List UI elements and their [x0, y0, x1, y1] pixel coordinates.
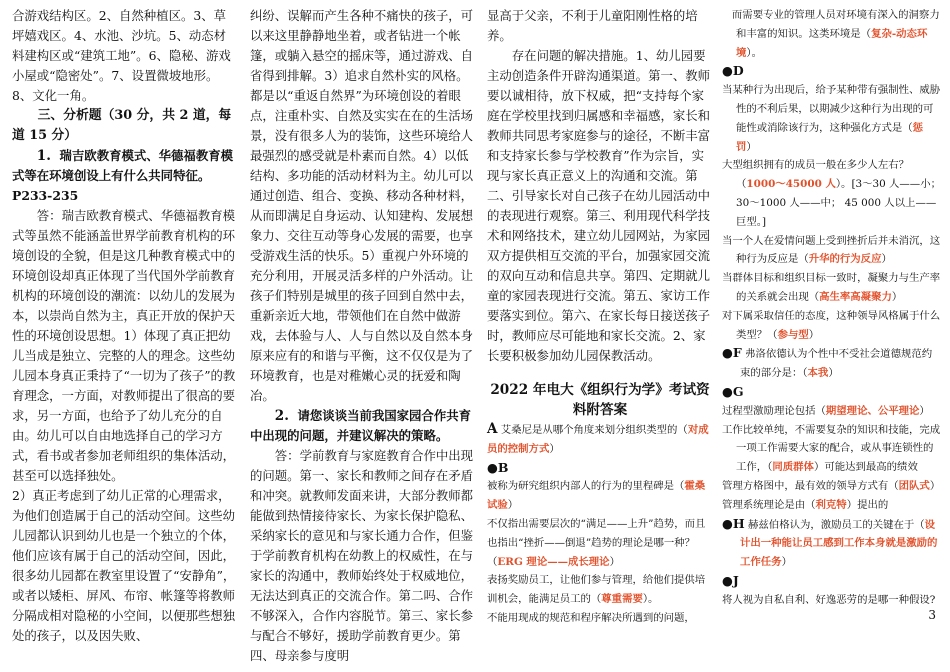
question-g1-text: 过程型激励理论包括（: [722, 404, 826, 417]
question-d5-answer: 参与型: [777, 328, 809, 341]
answer-2-paragraph: 答：学前教育与家庭教育合作中出现的问题。第一、家长和教师之间存在矛盾和冲突。就教师发面来讲，大部分教师都能做到热情接待家长、为家长保护隐私、采纳家长的意见和与家长通力合作，但鉴于学前教育机构在幼教上的权威性，在与家长的沟通中，教师始终处于权威地位，无法达到真正的交流合作。第二吗、合作不够深入，合作内容脱节。第三、家长参与配合不够好，援助学前教育更少。第四、母亲参与度明: [250, 448, 474, 663]
question-b4-continued: 而需要专业的管理人员对环境有深入的洞察力和丰富的知识。这类环境是（复杂-动态环境）。: [731, 9, 940, 59]
question-2-title: 请您谈谈当前我国家园合作共育中出现的问题，并建议解决的策略。: [250, 408, 471, 443]
question-2: [250, 406, 476, 446]
answer-1-paragraph-1: 答：瑞吉欧教育模式、华德福教育模式等虽然不能涵盖世界学前教育机构的环境创设的全貌，但是这几种教育模式中的环境创设却真正体现了当代国外学前教育机构的环境创设的潮流：以幼儿的发展为本，以崇尚自然为主，真正开放的保护天性的环境创设思想。1）体现了真正把幼儿当成是独立、完整的人的理念。这些幼儿园本身真正秉持了“一切为了孩子”的教育理念，一方面，对教师提出了很高的要求，另一方面，也给予了幼儿充分的自由。幼儿可以自由地选择自己的学习方式，看书或者参加老师组织的集体活动，甚至可以选择独处。: [12, 208, 236, 483]
letter-b: ●B: [487, 459, 509, 475]
question-d2-text: 大型组织拥有的成员一般在多少人左右？（: [722, 159, 910, 191]
question-g2-answer: 同质群体: [772, 461, 814, 474]
question-d2-answer: 1000～45000 人: [746, 178, 836, 191]
question-f1: ●F 弗洛依德认为个性中不受社会道德规范约束的部分是：（本我）: [722, 345, 933, 380]
question-h1-text: 赫兹伯格认为，激励员工的关键在于（: [748, 518, 925, 531]
question-d1-text: 当某种行为出现后，给予某种带有强制性、威胁性的不利后果，以期减少这种行为出现的可能性或消除该行为，这种强化方式是（: [722, 84, 941, 134]
answer-2-continued: 显高于父亲，不利于儿童阳刚性格的培养。: [487, 8, 698, 43]
question-g4-text: 管理系统理论是由（: [722, 498, 816, 511]
question-b4: 不能用现成的规范和程序解决所遇到的问题，: [487, 611, 695, 624]
question-j1: 将人视为自私自利、好逸恶劳的是哪一种假设?: [722, 593, 936, 606]
question-b1-text: 被称为研究组织内部人的行为的里程碑是（: [487, 480, 685, 493]
question-d4: 当群体目标和组织目标一致时，凝聚力与生产率的关系就会出现（高生率高凝聚力）: [722, 272, 941, 303]
column-2: [250, 6, 476, 666]
letter-d: ●D: [722, 63, 744, 79]
question-g2: [722, 421, 942, 477]
question-b3-text: 表扬奖励员工，让他们参与管理，给他们提供培训机会，能满足员工的（: [487, 574, 706, 606]
question-d3-answer: 升华的行为反应: [808, 253, 882, 266]
letter-g: ●G: [722, 383, 744, 399]
question-d2-note: ）。[3～30 人——小； 30～1000 人——中； 45 000 人以上——巨型。]: [736, 178, 941, 228]
exam-title: 2022 年电大《组织行为学》考试资料附答案: [490, 382, 710, 418]
question-b2-answer: ERG 理论——成长理论: [497, 555, 610, 568]
column-1: [12, 6, 237, 646]
question-d1-answer: 惩罚: [736, 121, 924, 153]
question-g2-tail: ）可能达到最高的绩效: [813, 461, 918, 474]
question-f1-answer: 本我: [807, 367, 829, 380]
letter-a: A: [487, 421, 498, 437]
question-b1: 被称为研究组织内部人的行为的里程碑是（霍桑试验）: [487, 480, 706, 512]
section-heading: 三、分析题（30 分，共 2 道，每道 15 分）: [12, 108, 232, 143]
column-4: [722, 6, 942, 610]
question-b3-answer: 尊重需要: [601, 593, 643, 606]
question-g3: 管理方格图中，最有效的领导方式有（团队式）: [722, 479, 941, 492]
question-f1-text: 弗洛依德认为个性中不受社会道德规范约束的部分是：（: [740, 348, 933, 380]
question-h1: ●H 赫兹伯格认为，激励员工的关键在于（设计出一种能让员工感到工作本身就是激励的工作任务）: [722, 515, 938, 569]
question-d3-text: 当一个人在爱情问题上受到挫折后并未消沉，这种行为反应是（: [722, 234, 941, 266]
question-1-title: 瑞吉欧教育模式、华德福教育模式等在环境创设上有什么共同特征。P233-235: [12, 148, 233, 203]
question-d5-text: 对下属采取信任的态度，这种领导风格属于什么类型？（: [722, 309, 941, 341]
question-a-text: 艾桑尼是从哪个角度来划分组织类型的（: [500, 424, 688, 436]
question-b1-answer: 霍桑试验: [487, 480, 706, 512]
letter-h: ●H: [722, 515, 745, 531]
question-d4-answer: 高生率高凝聚力: [819, 290, 892, 303]
question-g3-text: 管理方格图中，最有效的领导方式有（: [722, 479, 899, 492]
answer-1-paragraph-2: 2）真正考虑到了幼儿正常的心理需求，为他们创造属于自己的活动空间。这些幼儿园都认识到幼儿也是一个独立的个体，他们应该有属于自己的活动空间，因此，很多幼儿园都在教室里设置了“安静角”，或者以矮柜、屏风、布帘、帐篷等将教师分隔成相对隐秘的小空间，以便那些想独处的孩子，以及因失败、: [12, 488, 236, 643]
page-number: 3: [928, 608, 936, 622]
question-b4-continued-text: 而需要专业的管理人员对环境有深入的洞察力和丰富的知识。这类环境是（: [731, 9, 940, 40]
question-g3-answer: 团队式: [898, 479, 930, 492]
question-g1: 过程型激励理论包括（期望理论、公平理论）: [722, 404, 930, 417]
question-d3: 当一个人在爱情问题上受到挫折后并未消沉，这种行为反应是（升华的行为反应）: [722, 234, 941, 266]
question-d5: 对下属采取信任的态度，这种领导风格属于什么类型？（参与型）: [722, 309, 941, 341]
question-d2: [722, 156, 942, 231]
question-2-number: 2.: [274, 408, 289, 424]
letter-j: ●J: [722, 572, 739, 588]
question-1: [12, 146, 237, 206]
column-3: [487, 6, 713, 628]
question-g4-answer: 利克特: [815, 498, 847, 511]
letter-f: ●F: [722, 345, 742, 361]
solution-paragraph: 存在问题的解决措施。1、幼儿园要主动创造条件开辟沟通渠道。第一、教师要以诚相待，放下权威，把“支持每个家庭在学校里找到归属感和幸福感，家长和教师共同思考家庭参与的途径，不断丰富和支持家长参与学校教育”作为宗旨，实现与家长真正意义上的沟通和交流。第二、引导家长对自己孩子在幼儿园活动中的表现进行观察。第三、利用现代科学技术和网络技术，建立幼儿园网站，为家园双方提供相互交流的平台，加强家园交流的双向互动和信息共享。第四、定期就儿童的家园表现进行交流。第五、家访工作要落实到位。第六、在家长每日接送孩子时，教师应尽可能地和家长交流。2、家长要积极参加幼儿园保教活动。: [487, 48, 711, 363]
question-g4: [722, 496, 942, 515]
planting-zones-text: 合游戏结构区。2、自然种植区。3、草坪嬉戏区。4、水池、沙坑。5、动态材料建构区或“建筑工地”。6、隐秘、游戏小屋或“隐密处”。7、设置微坡地形。8、文化一角。: [12, 8, 231, 103]
question-d4-text: 当群体目标和组织目标一致时，凝聚力与生产率的关系就会出现（: [722, 272, 941, 303]
question-b4-answer: 复杂-动态环境: [736, 27, 928, 59]
question-g4-tail: ）提出的: [846, 498, 889, 511]
question-1-number: 1.: [36, 148, 51, 164]
question-a: A 艾桑尼是从哪个角度来划分组织类型的（对成员的控制方式）: [487, 421, 709, 455]
question-b3: 表扬奖励员工，让他们参与管理，给他们提供培训机会，能满足员工的（尊重需要）。: [487, 574, 706, 606]
question-h1-answer: 设计出一种能让员工感到工作本身就是激励的工作任务: [740, 518, 938, 569]
question-a-answer: 对成员的控制方式: [487, 424, 709, 455]
exam-questions-a-b: [487, 420, 713, 628]
answer-1-continued: 纠纷、误解而产生各种不痛快的孩子，可以来这里静静地坐着，或者钻进一个帐篷，或躺入悬空的摇床等，通过游戏、自省得到排解。3）追求自然朴实的风格。都是以“重返自然界”为环境创设的着眼点，注重朴实、自然及实实在在的生活场景，没有很多人为的装饰，这些环境给人最强烈的感受就是朴素而自然。4）以低结构、多功能的活动材料为主。幼儿可以通过创造、组合、变换、移动各种材料，从而即满足自身运动、认知建构、发展想象力、交往互动等身心发展的需要，也享受游戏生活的快乐。5）重视户外环境的充分利用，开展灵活多样的户外活动。让孩子们特别是城里的孩子回到自然中去，重新亲近大地，带领他们在自然中做游戏，去体验与人、人与自然以及自然本身原来应有的和谐与平衡，这不仅仅是为了环境教育，也是对稚嫩心灵的抚爱和陶冶。: [250, 8, 474, 403]
question-b2-text: 不仅指出需要层次的“满足——上升”趋势，而且也指出“挫折——倒退”趋势的理论是哪一种？（: [487, 517, 706, 568]
question-g2-text: 工作比较单纯，不需要复杂的知识和技能，完成一项工作需要大家的配合，或从事连锁性的工作，（: [722, 423, 941, 474]
question-d1: 当某种行为出现后，给予某种带有强制性、威胁性的不利后果，以期减少这种行为出现的可能性或消除该行为，这种强化方式是（惩罚）: [722, 84, 941, 153]
question-g1-answer: 期望理论、公平理论: [825, 404, 920, 417]
question-b2: 不仅指出需要层次的“满足——上升”趋势，而且也指出“挫折——倒退”趋势的理论是哪一种？（ERG 理论——成长理论）: [487, 517, 706, 568]
